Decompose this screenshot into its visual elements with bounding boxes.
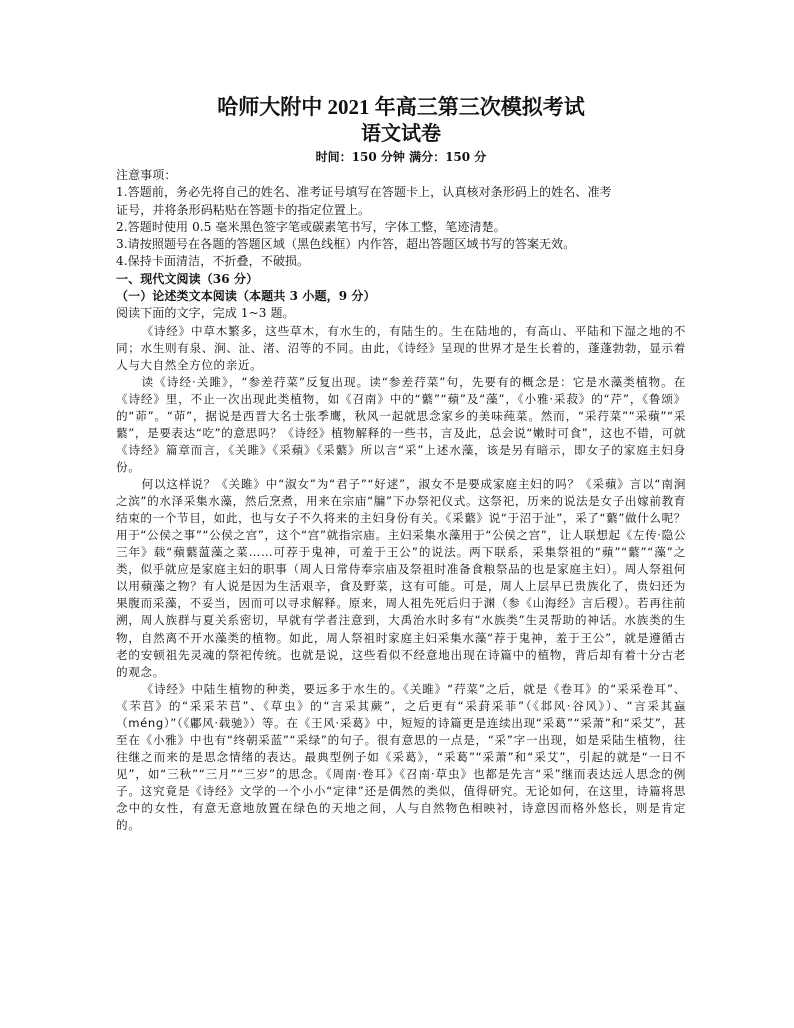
- time-and-score: 时间：150 分钟 满分：150 分: [315, 150, 487, 164]
- passage-paragraph-4: 《诗经》中陆生植物的种类，要远多于水生的。《关雎》“荇菜”之后，就是《卷耳》的“采采卷耳”、《芣苢》的“采采芣苢”、《草虫》的“言采其蕨”，之后更有“采葑采菲”（《邶风·谷风》）、“言采其蝱（méng）”（《鄘风·载驰》）等。在《王风·采葛》中，短短的诗篇更是连续出现“采葛”“采萧”和“采艾”，甚至在《小雅》中也有“终朝采蓝”“采绿”的句子。很有意思的一点是，“采”字一出现，如是采陆生植物，往往继之而来的是思念情绪的表达。最典型例子如《采葛》，“采葛”“采萧”和“采艾”，引起的就是“一日不见”，如“三秋”“三月”“三岁”的思念。《周南·卷耳》《召南·草虫》也都是先言“采”继而表达远人思念的例子。这究竟是《诗经》文学的一个小小“定律”还是偶然的类似，值得研究。无论如何，在这里，诗篇将思念中的女性，有意无意地放置在绿色的天地之间，人与自然物色相映衬，诗意因而格外悠长，则是肯定的。: [116, 681, 686, 833]
- notes-item: 3.请按照题号在各题的答题区域（黑色线框）内作答，超出答题区域书写的答案无效。: [116, 237, 576, 252]
- notes-heading: 注意事项：: [116, 168, 177, 182]
- passage-paragraph-1: 《诗经》中草木繁多，这些草木，有水生的，有陆生的。生在陆地的，有高山、平陆和下湿之地的不同；水生则有泉、涧、沚、渚、沼等的不同。由此，《诗经》呈现的世界才是生长着的，蓬蓬勃勃，显示着人与大自然全方位的亲近。: [116, 323, 686, 372]
- notes-item: 4.保持卡面清洁，不折叠，不破损。: [116, 254, 310, 269]
- notes-item: 2.答题时使用 0.5 毫米黑色签字笔或碳素笔书写，字体工整，笔迹清楚。: [116, 219, 506, 234]
- notes-section: [116, 167, 686, 271]
- section-subtitle: （一）论述类文本阅读（本题共 3 小题，9 分）: [116, 289, 376, 304]
- passage-paragraph-2: 读《诗经·关雎》，“参差荇菜”反复出现。读“参差荇菜”句，先要有的概念是：它是水藻类植物。在《诗经》里，不止一次出现此类植物，如《召南》中的“蘩”“蘋”及“藻”，《小雅·采菽》的“芹”，《鲁颂》的“茆”。“茆”，据说是西晋大名士张季鹰，秋风一起就思念家乡的美味莼菜。然而，“采荇菜”“采蘋”“采蘩”，是要表达“吃”的意思吗？《诗经》植物解释的一些书，言及此，总会说“嫩时可食”，这也不错，可就《诗经》篇章而言，《关雎》《采蘋》《采蘩》所以言“采”上述水藻，该是另有暗示，即女子的家庭主妇身份。: [116, 374, 686, 475]
- reading-instruction: 阅读下面的文字，完成 1~3 题。: [116, 306, 295, 321]
- section-title: 一、现代文阅读（36 分）: [116, 271, 259, 286]
- notes-item: 1.答题前，务必先将自己的姓名、准考证号填写在答题卡上，认真核对条形码上的姓名、准考: [116, 185, 612, 200]
- exam-subject-title: 语文试卷: [361, 123, 441, 145]
- passage-paragraph-3: 何以这样说？《关雎》中“淑女”为“君子”“好逑”，淑女不是要成家庭主妇的吗？《采蘋》言以“南涧之滨”的水泽采集水藻，然后烹煮，用来在宗庙“牖”下办祭祀仪式。这祭祀，历来的说法是女子出嫁前教育结束的一个节目，如此，也与女子不久将来的主妇身份有关。《采蘩》说“于沼于沚”，采了“蘩”做什么呢？用于“公侯之事”“公侯之宫”，这个“宫”就指宗庙。主妇采集水藻用于“公侯之宫”，让人联想起《左传·隐公三年》载“蘋蘩蕰藻之菜……可荐于鬼神，可羞于王公”的说法。两下联系，采集祭祖的“蘋”“蘩”“藻”之类，似乎就应是家庭主妇的职事（周人日常侍奉宗庙及祭祖时准备食粮祭品的也是家庭主妇）。周人祭祖何以用蘋藻之物？有人说是因为生活艰辛，食及野菜，这有可能。可是，周人上层早已贵族化了，贵妇还为果腹而采藻，不妥当，因而可以寻求解释。原来，周人祖先死后归于渊（参《山海经》言后稷）。若再往前溯，周人族群与夏关系密切，早就有学者注意到，大禹治水时多有“水族类”生灵帮助的神话。水族类的生物，自然离不开水藻类的植物。如此，周人祭祖时家庭主妇采集水藻“荐于鬼神，羞于王公”，就是遵循古老的安顿祖先灵魂的祭祀传统。也就是说，这些看似不经意地出现在诗篇中的植物，背后却有着十分古老的观念。: [116, 477, 686, 679]
- exam-title: 哈师大附中 2021 年高三第三次模拟考试: [217, 95, 585, 119]
- notes-item: 证号，并将条形码粘贴在答题卡的指定位置上。: [116, 202, 371, 217]
- reading-passage: [116, 323, 686, 834]
- exam-page: [116, 94, 686, 834]
